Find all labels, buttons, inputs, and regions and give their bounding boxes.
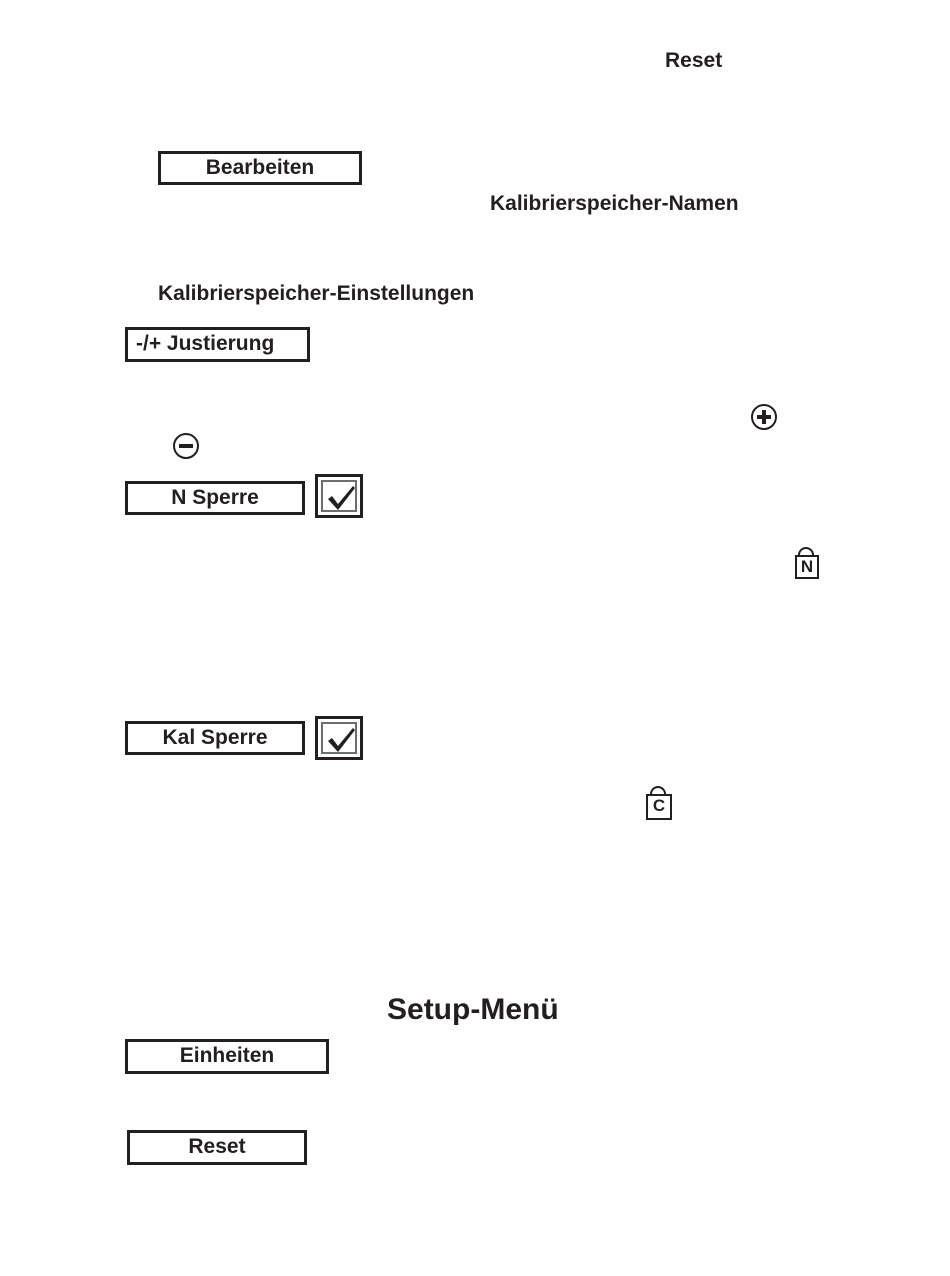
cal-lock-letter: C xyxy=(646,794,672,820)
cal-lock-icon xyxy=(646,786,672,820)
n-lock-button[interactable]: N Sperre xyxy=(125,481,305,515)
minus-circle-icon xyxy=(173,433,199,459)
n-lock-icon xyxy=(795,547,819,579)
plus-circle-icon xyxy=(751,404,777,430)
reset-label: Reset xyxy=(665,49,723,72)
checkmark-icon xyxy=(324,483,358,513)
adjust-button[interactable]: -/+ Justierung xyxy=(125,327,310,362)
calib-settings-heading: Kalibrierspeicher-Einstellungen xyxy=(158,282,475,305)
setup-menu-title: Setup-Menü xyxy=(387,993,559,1026)
edit-button[interactable]: Bearbeiten xyxy=(158,151,362,185)
units-button[interactable]: Einheiten xyxy=(125,1039,329,1074)
calib-names-label: Kalibrierspeicher-Namen xyxy=(490,192,739,215)
n-lock-checkbox[interactable] xyxy=(315,474,363,518)
reset-button[interactable]: Reset xyxy=(127,1130,307,1165)
n-lock-letter: N xyxy=(795,555,819,579)
checkmark-icon xyxy=(324,725,358,755)
cal-lock-button[interactable]: Kal Sperre xyxy=(125,721,305,755)
cal-lock-checkbox[interactable] xyxy=(315,716,363,760)
